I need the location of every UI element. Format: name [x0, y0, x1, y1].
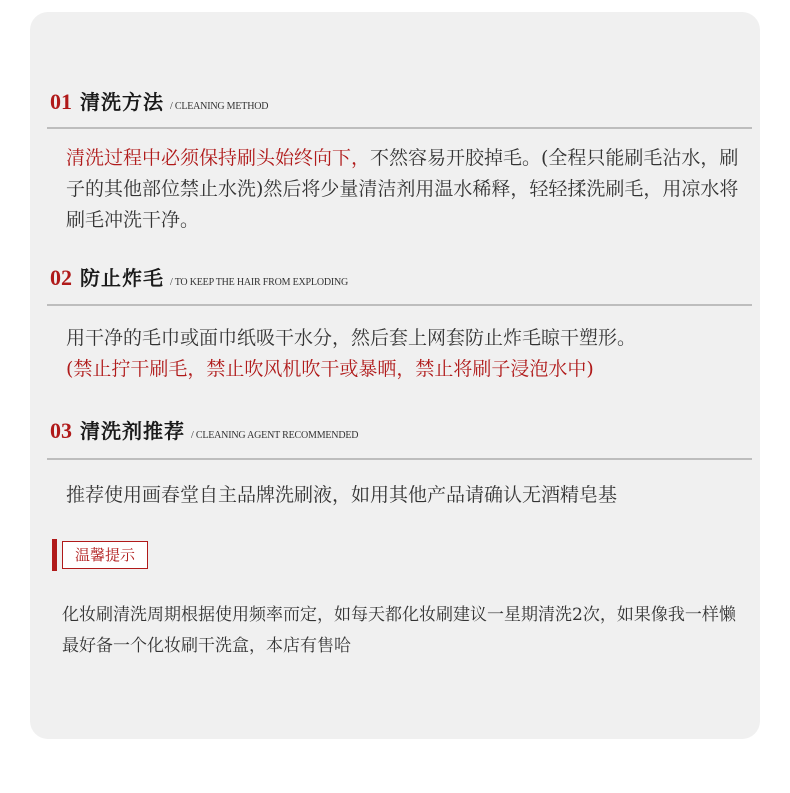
section-number: 01 [50, 89, 72, 114]
section-subtitle: / CLEANING METHOD [170, 101, 269, 112]
warning-text: (禁止拧干刷毛，禁止吹风机吹干或暴晒，禁止将刷子浸泡水中) [66, 358, 594, 380]
section-title: 清洗剂推荐 [80, 419, 185, 443]
section-number: 02 [50, 265, 72, 290]
warning-text: 清洗过程中必须保持刷头始终向下， [66, 147, 371, 169]
section-body-cleaning-agent: 推荐使用画春堂自主品牌洗刷液，如用其他产品请确认无酒精皂基 [66, 484, 618, 506]
tip-text: 化妆刷清洗周期根据使用频率而定，如每天都化妆刷建议一星期清洗2次，如果像我一样懒最好备一个化妆刷干洗盒，本店有售哈 [62, 605, 736, 656]
section-subtitle: / TO KEEP THE HAIR FROM EXPLODING [170, 277, 349, 288]
section-body-keep-hair [66, 323, 756, 385]
section-divider [47, 458, 752, 460]
section-subtitle: / CLEANING AGENT RECOMMENDED [191, 430, 359, 441]
tip-accent-bar [52, 539, 57, 571]
tip-badge [52, 539, 148, 571]
section-number: 03 [50, 418, 72, 443]
section-divider [47, 127, 752, 129]
section-body-cleaning-method [66, 143, 756, 236]
tip-label: 温馨提示 [62, 541, 148, 569]
section-heading-cleaning-agent [50, 415, 358, 444]
section-title: 清洗方法 [80, 90, 164, 114]
section-heading-keep-hair [50, 262, 348, 291]
section-title: 防止炸毛 [80, 266, 164, 290]
section-heading-cleaning-method [50, 86, 268, 115]
body-text: 用干净的毛巾或面巾纸吸干水分，然后套上网套防止炸毛晾干塑形。 [66, 327, 637, 349]
body-text: 不然容易开胶掉毛。(全程只能刷毛沾水，刷子的其他部位禁止水洗)然后将少量清洁剂用温水稀释，轻轻揉洗刷毛，用凉水将刷毛冲洗干净。 [66, 147, 739, 231]
section-divider [47, 304, 752, 306]
